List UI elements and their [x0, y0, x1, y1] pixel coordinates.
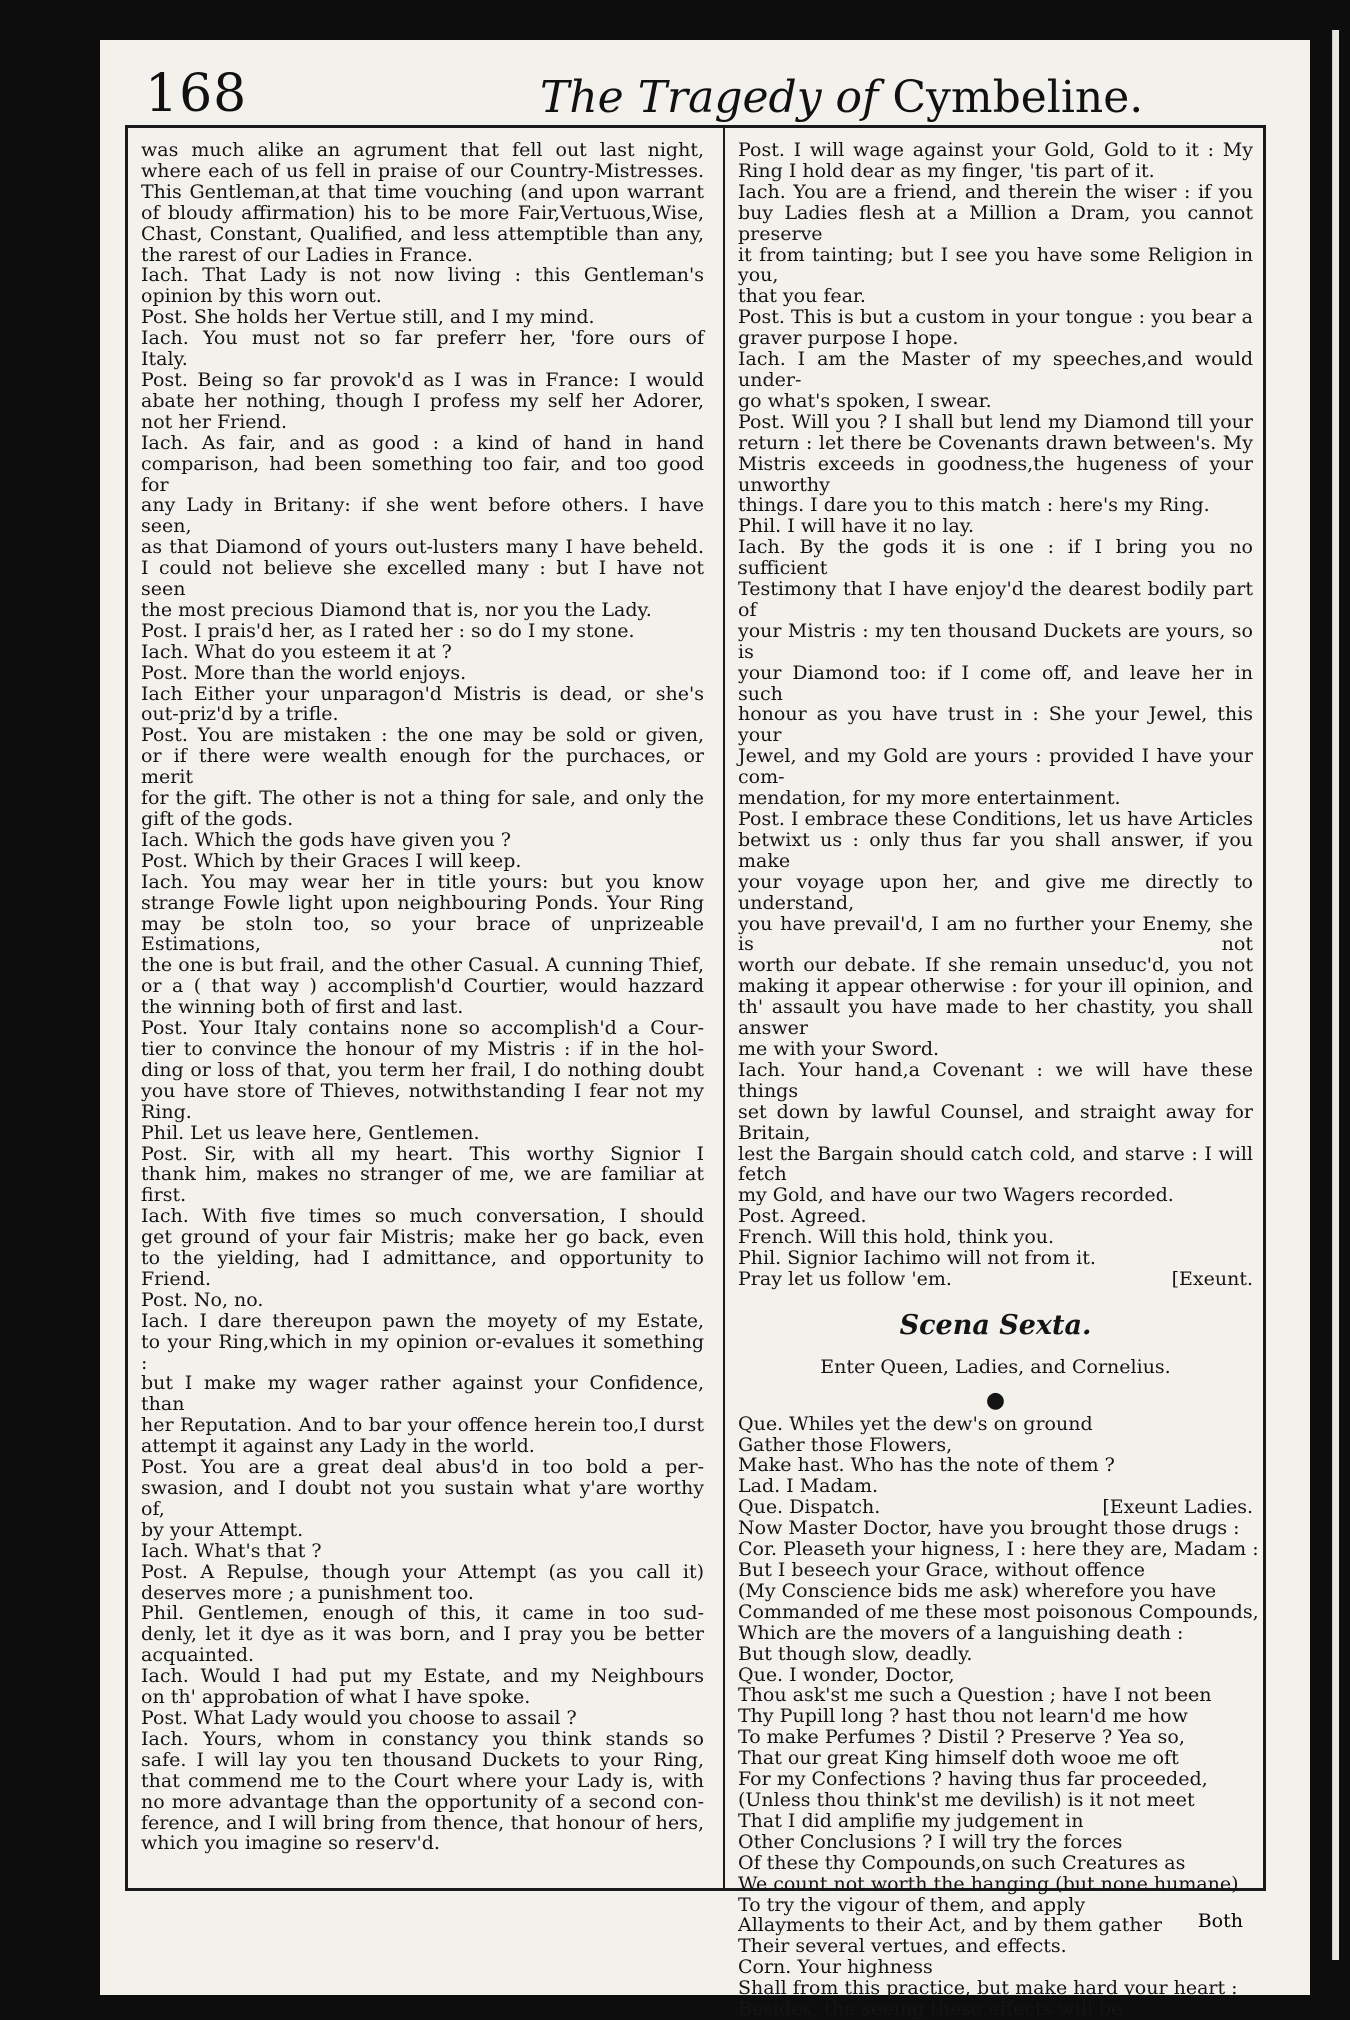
left-column [141, 140, 704, 1854]
text-line: mendation, for my more entertainment. [738, 787, 1121, 810]
text-line: making it appear otherwise : for your ill opinion, and [738, 975, 1253, 998]
text-line: th' assault you have made to her chastity, you shall answer [738, 996, 1253, 1040]
text-line: Post. Agreed. [738, 1205, 867, 1228]
text-line: Post. This is but a custom in your tongue : you bear a [738, 306, 1253, 329]
text-line: betwixt us : only thus far you shall answer, if you make [738, 828, 1253, 872]
text-line: Cor. Pleaseth your higness, I : here they are, Madam : [738, 1538, 1259, 1561]
text-line: Post. I embrace these Conditions, let us have Articles [738, 808, 1253, 830]
text-line: graver purpose I hope. [738, 327, 959, 350]
text-line: her Reputation. And to bar your offence herein too,I durst [141, 1414, 704, 1437]
scene-title: Scena Sexta. [899, 1309, 1092, 1341]
text-line: out-priz'd by a trifle. [141, 703, 339, 726]
text-line: the one is but frail, and the other Casual. A cunning Thief, [141, 954, 704, 977]
text-line: Que. Dispatch. [738, 1496, 881, 1519]
right-column-verse-continued [738, 1517, 1259, 2020]
running-title-name: Cymbeline. [892, 72, 1144, 123]
text-line: Post. No, no. [141, 1288, 264, 1311]
text-line: Jewel, and my Gold are yours : provided I have your com- [738, 745, 1253, 789]
text-line: Of these thy Compounds,on such Creatures as [738, 1851, 1186, 1874]
catchword: Both [1197, 1910, 1243, 1932]
text-line: return : let there be Covenants drawn between's. My [738, 431, 1253, 454]
text-line: (My Conscience bids me ask) wherefore you have [738, 1579, 1217, 1602]
text-line: Post. Being so far provok'd as I was in France: I would [141, 368, 704, 391]
text-line: by your Attempt. [141, 1518, 304, 1541]
text-line: comparison, had been something too fair, and too good for [141, 452, 704, 496]
text-line: Iach. I am the Master of my speeches,and would under- [738, 348, 1253, 391]
text-line: Iach. I dare thereupon pawn the moyety of my Estate, [141, 1309, 704, 1332]
text-line: strange Fowle light upon neighbouring Ponds. Your Ring [141, 891, 704, 914]
text-line: your Mistris : my ten thousand Duckets are yours, so is [738, 619, 1253, 663]
text-line: But though slow, deadly. [738, 1642, 973, 1665]
text-line: Their several vertues, and effects. [738, 1935, 1067, 1958]
text-line: Post. She holds her Vertue still, and I my mind. [141, 306, 595, 329]
text-line: Phil. I will have it no lay. [738, 515, 975, 538]
text-line: Post. I prais'd her, as I rated her : so do I my stone. [141, 619, 635, 642]
text-line: Iach. What's that ? [141, 1539, 322, 1562]
text-line: it from tainting; but I see you have some Religion in you, [738, 243, 1253, 287]
text-line: go what's spoken, I swear. [738, 389, 992, 412]
running-title-prefix: The Tragedy of [540, 72, 879, 123]
text-line: to the yielding, had I admittance, and opportunity to [141, 1247, 704, 1270]
text-line: Iach. What do you esteem it at ? [141, 640, 452, 663]
text-line: any Lady in Britany: if she went before others. I have seen, [141, 494, 704, 538]
text-line: attempt it against any Lady in the world. [141, 1435, 535, 1458]
exit-line [738, 1269, 1253, 1290]
text-line: Which are the movers of a languishing death : [738, 1621, 1184, 1644]
text-line: tier to convince the honour of my Mistris : if in the hol- [141, 1037, 704, 1060]
text-line: may be stoln too, so your brace of unprizeable Estimations, [141, 912, 704, 956]
text-line: Gather those Flowers, [738, 1433, 953, 1456]
text-line: the rarest of our Ladies in France. [141, 243, 473, 266]
text-line: was much alike an agrument that fell out last night, [141, 139, 704, 161]
text-line: Shall from this practice, but make hard your heart : [738, 1977, 1238, 2000]
text-line: acquainted. [141, 1644, 255, 1667]
facing-page-edge [1310, 0, 1350, 2012]
text-line: that you fear. [738, 285, 866, 308]
text-line: Que. Whiles yet the dew's on ground [738, 1412, 1093, 1435]
text-line: first. [141, 1184, 187, 1207]
text-line: where each of us fell in praise of our Country-Mistresses. [141, 159, 704, 182]
text-line: ding or loss of that, you term her frail, I do nothing doubt [141, 1058, 704, 1081]
text-line: Post. A Repulse, though your Attempt (as you call it) [141, 1560, 704, 1583]
text-line: Iach. Which the gods have given you ? [141, 828, 511, 851]
text-line: you have store of Thieves, notwithstanding I fear not my [141, 1079, 704, 1102]
text-line: Iach. With five times so much conversation, I should [141, 1205, 704, 1228]
text-line: your voyage upon her, and give me directly to understand, [738, 870, 1253, 914]
text-line: Post. What Lady would you choose to assail ? [141, 1706, 577, 1729]
text-line: That I did amplifie my judgement in [738, 1809, 1084, 1832]
text-line: Iach. You are a friend, and therein the wiser : if you [738, 180, 1253, 203]
text-line: Iach Either your unparagon'd Mistris is dead, or she's [141, 682, 704, 705]
text-line: For my Confections ? having thus far proceeded, [738, 1768, 1208, 1791]
text-line: honour as you have trust in : She your Jewel, this your [738, 703, 1253, 747]
text-line: Iach. You may wear her in title yours: but you know [141, 870, 704, 893]
text-line: of bloudy affirmation) his to be more Fair,Vertuous,Wise, [141, 201, 704, 224]
text-line: Now Master Doctor, have you brought those drugs : [738, 1517, 1240, 1540]
text-line: Phil. Signior Iachimo will not from it. [738, 1247, 1096, 1270]
text-line: Post. You are a great deal abus'd in too bold a per- [141, 1456, 704, 1479]
text-line: Commanded of me these most poisonous Compounds, [738, 1600, 1259, 1623]
text-line: We count not worth the hanging (but none humane) [738, 1872, 1239, 1895]
text-line: Allayments to their Act, and by them gather [738, 1914, 1162, 1937]
text-line: or if there were wealth enough for the purchaces, or merit [141, 745, 704, 789]
text-line: Testimony that I have enjoy'd the dearest bodily part of [738, 578, 1253, 621]
text-line: no more advantage than the opportunity of a second con- [141, 1790, 704, 1813]
text-line: your Diamond too: if I come off, and leave her in such [738, 661, 1253, 705]
text-line: Iach. Would I had put my Estate, and my Neighbours [141, 1665, 704, 1688]
text-line: Post. You are mistaken : the one may be sold or given, [141, 724, 704, 747]
text-line: not her Friend. [141, 410, 287, 433]
text-line: lest the Bargain should catch cold, and starve : I will fetch [738, 1142, 1253, 1186]
text-line: Ring. [141, 1100, 192, 1123]
text-line: ference, and I will bring from thence, that honour of hers, [141, 1811, 704, 1834]
text-line: To try the vigour of them, and apply [738, 1893, 1086, 1916]
stage-direction: Enter Queen, Ladies, and Cornelius. [820, 1355, 1171, 1378]
text-line: Phil. Let us leave here, Gentlemen. [141, 1121, 480, 1144]
text-line: Post. Sir, with all my heart. This worthy Signior I [141, 1142, 704, 1165]
text-line: on th' approbation of what I have spoke. [141, 1686, 531, 1709]
column-divider [723, 128, 725, 1888]
text-line: me with your Sword. [738, 1037, 940, 1060]
text-line: Que. I wonder, Doctor, [738, 1663, 955, 1686]
text-line: To make Perfumes ? Distil ? Preserve ? Yea so, [738, 1726, 1185, 1749]
text-line: worth our debate. If she remain unseduc'd, you not [738, 954, 1253, 977]
text-line: that commend me to the Court where your Lady is, with [141, 1769, 704, 1792]
text-line: Chast, Constant, Qualified, and less attemptible than any, [141, 222, 704, 245]
text-line: for the gift. The other is not a thing for sale, and only the [141, 787, 704, 810]
text-line: Post. Will you ? I shall but lend my Diamond till your [738, 410, 1253, 433]
printer-ornament: ● [985, 1387, 1006, 1413]
exit-line-text: Pray let us follow 'em. [738, 1267, 952, 1290]
text-line: safe. I will lay you ten thousand Duckets to your Ring, [141, 1748, 704, 1771]
text-line: you have prevail'd, I am no further your Enemy, she is not [738, 912, 1253, 956]
text-line: Post. More than the world enjoys. [141, 661, 467, 684]
text-line: Thou ask'st me such a Question ; have I not been [738, 1684, 1212, 1707]
text-line: Lad. I Madam. [738, 1475, 879, 1498]
text-line: Iach. Your hand,a Covenant : we will have these things [738, 1058, 1253, 1102]
exit-ladies: [Exeunt Ladies. [1102, 1496, 1253, 1519]
text-line: the most precious Diamond that is, nor you the Lady. [141, 598, 652, 621]
text-line: opinion by this worn out. [141, 285, 382, 308]
text-line: but I make my wager rather against your Confidence, than [141, 1372, 704, 1416]
text-line: thank him, makes no stranger of me, we are familiar at [141, 1163, 704, 1186]
text-line: Post. Which by their Graces I will keep. [141, 849, 522, 872]
text-line: That our great King himself doth wooe me oft [738, 1747, 1179, 1770]
text-line: which you imagine so reserv'd. [141, 1832, 440, 1855]
text-line: buy Ladies flesh at a Million a Dram, you cannot preserve [738, 201, 1253, 245]
text-line: (Unless thou think'st me devilish) is it not meet [738, 1788, 1195, 1811]
text-line: Iach. You must not so far preferr her, 'fore ours of [141, 327, 704, 350]
text-line: This Gentleman,at that time vouching (and upon warrant [141, 180, 704, 203]
running-title [540, 72, 1143, 123]
text-line: Post. I will wage against your Gold, Gold to it : My [738, 139, 1253, 161]
text-line: to your Ring,which in my opinion or-evalues it something : [141, 1330, 704, 1374]
text-line: abate her nothing, though I profess my self her Adorer, [141, 389, 704, 412]
text-line: Post. Your Italy contains none so accomplish'd a Cour- [141, 1017, 704, 1040]
text-line: Other Conclusions ? I will try the forces [738, 1830, 1123, 1853]
text-line: denly, let it dye as it was born, and I pray you be better [141, 1623, 704, 1646]
text-line: gift of the gods. [141, 808, 294, 830]
text-line: as that Diamond of yours out-lusters many I have beheld. [141, 536, 704, 559]
text-line: I could not believe she excelled many : but I have not seen [141, 557, 704, 601]
text-line: Phil. Gentlemen, enough of this, it came in too sud- [141, 1602, 704, 1625]
text-line: my Gold, and have our two Wagers recorded. [738, 1184, 1174, 1207]
text-line: Make hast. Who has the note of them ? [738, 1454, 1115, 1477]
page-number: 168 [145, 64, 248, 124]
text-line: Ring I hold dear as my finger, 'tis part of it. [738, 159, 1155, 182]
text-line: Mistris exceeds in goodness,the hugeness of your unworthy [738, 452, 1253, 496]
text-line: But I beseech your Grace, without offence [738, 1559, 1145, 1582]
book-page [100, 40, 1310, 2020]
text-line: Italy. [141, 348, 188, 371]
text-line: Iach. That Lady is not now living : this Gentleman's [141, 264, 704, 287]
text-line: French. Will this hold, think you. [738, 1226, 1055, 1249]
text-line: Corn. Your highness [738, 1956, 933, 1979]
text-line: Friend. [141, 1267, 212, 1290]
text-frame [125, 125, 1266, 2020]
text-line: Iach. As fair, and as good : a kind of hand in hand [141, 431, 704, 454]
text-line: or a ( that way ) accomplish'd Courtier, would hazzard [141, 975, 704, 998]
text-line: Iach. By the gods it is one : if I bring you no sufficient [738, 536, 1253, 580]
text-line: Besides, the seeing these effects will be [738, 1998, 1123, 2020]
exit-direction: [Exeunt. [1171, 1267, 1253, 1290]
text-line: Thy Pupill long ? hast thou not learn'd me how [738, 1705, 1188, 1728]
text-line: deserves more ; a punishment too. [141, 1581, 474, 1604]
text-line: swasion, and I doubt not you sustain what y'are worthy of, [141, 1477, 704, 1520]
text-line: the winning both of first and last. [141, 996, 464, 1019]
text-line: Iach. Yours, whom in constancy you think stands so [141, 1727, 704, 1750]
text-line: things. I dare you to this match : here's my Ring. [738, 494, 1210, 517]
right-column [738, 139, 1259, 2020]
right-column-prose [738, 140, 1253, 1269]
text-line: get ground of your fair Mistris; make her go back, even [141, 1226, 704, 1249]
text-line: set down by lawful Counsel, and straight away for Britain, [738, 1100, 1253, 1144]
